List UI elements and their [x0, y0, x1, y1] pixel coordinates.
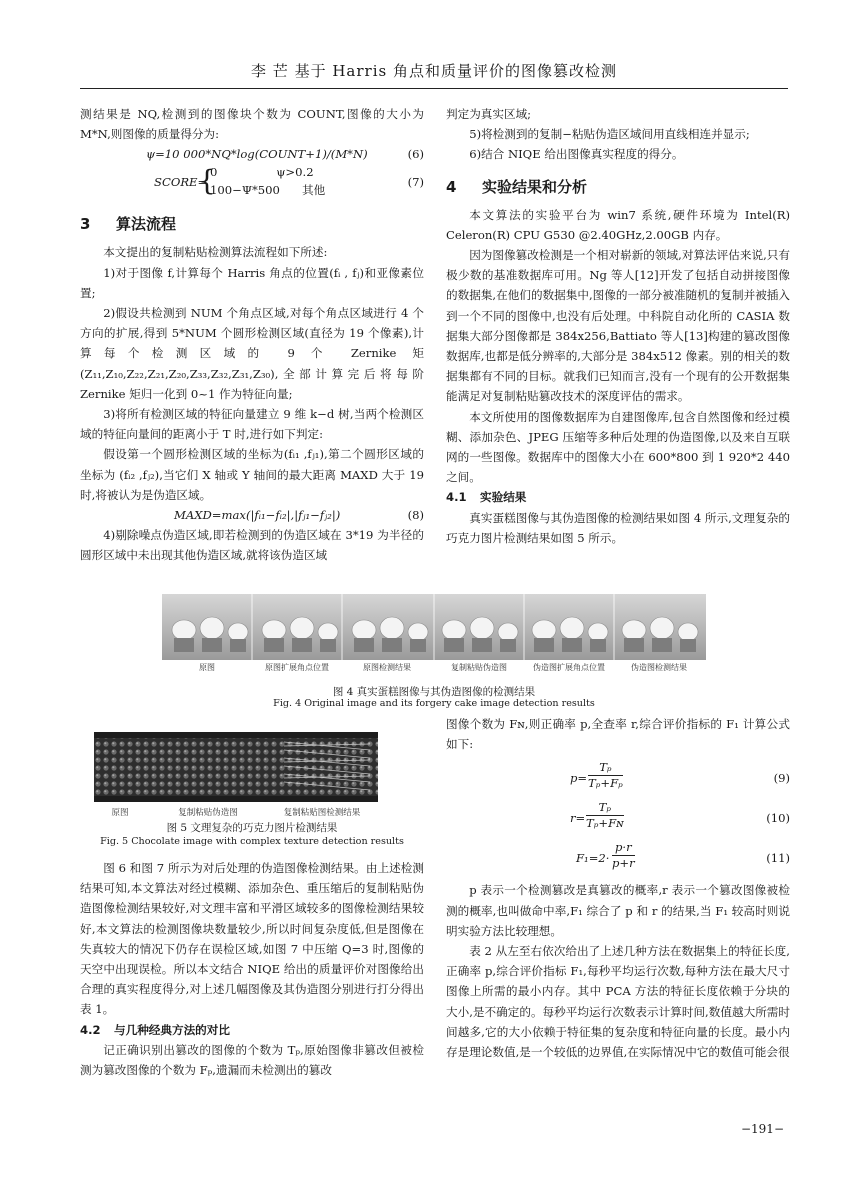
denominator: p+r [612, 856, 635, 871]
paragraph: 4)剔除噪点伪造区域,即若检测到的伪造区域在 3*19 为半径的圆形区域中未出现其他伪造区域,就将该伪造区域 [80, 528, 424, 563]
running-header: 李 芒 基于 Harris 角点和质量评价的图像篡改检测 [251, 62, 617, 80]
figure-5-image [94, 732, 378, 802]
paragraph: 5)将检测到的复制−粘贴伪造区域间用直线相连并显示; [469, 127, 750, 142]
header-rule [80, 88, 788, 89]
figure-label: 复制粘贴图检测结果 [283, 808, 361, 818]
left-column [80, 104, 424, 565]
figure-label: 复制粘贴伪造图 [451, 663, 507, 672]
equation-fraction [586, 800, 624, 831]
brace: { [198, 164, 216, 198]
figure-label: 复制粘贴伪造图 [178, 808, 238, 818]
figure-label: 原图 [111, 808, 129, 818]
figure-label: 原图 [199, 663, 215, 672]
equation-lhs: F₁=2· [576, 851, 610, 866]
figure-label: 伪造图扩展角点位置 [533, 663, 605, 672]
left-column-bottom [80, 858, 424, 1080]
paragraph: 图像个数为 Fɴ,则正确率 p,全查率 r,综合评价指标的 F₁ 计算公式如下: [446, 717, 790, 752]
paragraph: 记正确识别出篡改的图像的个数为 Tₚ,原始图像非篡改但被检测为篡改图像的个数为 Fₚ,遗漏而未检测出的篡改 [80, 1042, 424, 1078]
paragraph: 图 6 和图 7 所示为对后处理的伪造图像检测结果。由上述检测结果可知,本文算法对经过模糊、添加杂色、重压缩后的复制粘贴伪造图像检测结果较好,对文理丰富和平滑区域较多的图像检测结果较好,本文算法的检测图像块数量较少,所以时间复杂度低,但是图像在失真较大的情况下仍存在误检区域,如图 7 中压缩 Q=3 时,图像的天空中出现误检。所以本文结合 NIQE 给出的质量评价对图像给出合理的真实程度得分,对上述几幅图像及其伪造图分别进行打分得出表 1。 [80, 861, 424, 1017]
equation-11 [446, 840, 790, 874]
numerator: Tₚ [586, 800, 624, 816]
paragraph: 6)结合 NIQE 给出图像真实程度的得分。 [469, 147, 684, 162]
equation-number: (9) [773, 771, 790, 786]
paragraph: 表 2 从左至右依次给出了上述几种方法在数据集上的特征长度,正确率 p,综合评价指标 F₁,每秒平均运行次数,每种方法在最大尺寸图像上所需的最小内存。其中 PCA 方法的特征长度依赖于分块的大小,是不确定的。每秒平均运行次数表示计算时间,数值越大所需时间越多,它的大小依赖于特征集的复杂度和特征向量的长度。最小内存是理论数值,是一个较低的边界值,在实际情况中它的数值可能会很 [446, 944, 790, 1060]
equation-number: (7) [407, 175, 424, 190]
cupcake-strip-graphic [162, 594, 706, 660]
figure-5-labels [94, 806, 378, 820]
equation-8 [80, 505, 424, 525]
equation-number: (11) [766, 851, 790, 866]
equation-7 [80, 164, 424, 200]
equation-lhs: p= [570, 771, 588, 786]
equation-number: (10) [766, 811, 790, 826]
equation-body: ψ=10 000*NQ*log(COUNT+1)/(M*N) [146, 147, 368, 162]
chocolate-texture-graphic [94, 732, 378, 802]
figure-5-caption-en: Fig. 5 Chocolate image with complex texture detection results [100, 836, 404, 847]
paragraph: 真实蛋糕图像与其伪造图像的检测结果如图 4 所示,文理复杂的巧克力图片检测结果如图 5 所示。 [446, 510, 790, 545]
equation-case: 0 ψ>0.2 [210, 165, 314, 180]
paragraph: 判定为真实区域; [446, 107, 532, 121]
equation-number: (6) [407, 147, 424, 162]
paragraph: 本文算法的实验平台为 win7 系统,硬件环境为 Intel(R) Celeron(R) CPU G530 @2.40GHz,2.00GB 内存。 [446, 207, 790, 242]
paragraph: p 表示一个检测篡改是真篡改的概率,r 表示一个篡改图像被检测的概率,也叫做命中率,F₁ 综合了 p 和 r 的结果,当 F₁ 较高时则说明实验方法比较理想。 [446, 883, 790, 938]
equation-10 [446, 800, 790, 834]
right-column [446, 104, 790, 548]
paragraph: 2)假设共检测到 NUM 个角点区域,对每个角点区域进行 4 个方向的扩展,得到 5*NUM 个圆形检测区域(直径为 19 个像素),计算每个检测区域的 9 个 Zernike 矩(Z₁₁,Z₁₀,Z₂₂,Z₂₁,Z₂₀,Z₃₃,Z₃₂,Z₃₁,Z₃₀),全部计算完后将每阶 Zernike 矩归一化到 0~1 作为特征向量; [80, 306, 424, 401]
paragraph: 因为图像篡改检测是一个相对崭新的领域,对算法评估来说,只有极少数的基准数据库可用。Ng 等人[12]开发了包括自动拼接图像的数据集,在他们的数据集中,图像的一部分被准随机的复制并被插入到一个不同的图像中,也没有后处理。中科院自动化所的 CASIA 数据集大部分图像都是 384x256,Battiato 等人[13]构建的篡改图像数据库,也都是低分辨率的,大部分是 384x512 像素。别的相关的数据集都有不同的目标。就我们已知而言,没有一个现有的公开数据集能满足对复制粘贴篡改技术的深度评估的需求。 [446, 248, 790, 404]
denominator: Tₚ+Fɴ [586, 816, 624, 831]
paragraph: 3)将所有检测区域的特征向量建立 9 维 k−d 树,当两个检测区域的特征向量间的距离小于 T 时,进行如下判定: [80, 407, 424, 442]
figure-4-image [162, 594, 706, 660]
subsection-heading: 4.1 实验结果 [446, 490, 527, 505]
figure-label: 原图扩展角点位置 [265, 663, 329, 672]
paragraph: 1)对于图像 f,计算每个 Harris 角点的位置(fᵢ , fⱼ)和亚像素位置; [80, 265, 424, 300]
figure-4-labels [162, 662, 706, 676]
subsection-heading: 4.2 与几种经典方法的对比 [80, 1022, 230, 1037]
paragraph: 测结果是 NQ,检测到的图像块个数为 COUNT,图像的大小为 M*N,则图像的质量得分为: [80, 107, 424, 142]
denominator: Tₚ+Fₚ [588, 776, 623, 791]
section-heading: 4 实验结果和分析 [446, 177, 588, 196]
section-heading: 3 算法流程 [80, 215, 177, 234]
numerator: p·r [612, 840, 635, 856]
equation-6 [80, 144, 424, 164]
paragraph: 假设第一个圆形检测区域的坐标为(fᵢ₁ ,fⱼ₁),第二个圆形区域的坐标为 (fᵢ₂ ,fⱼ₂),当它们 X 轴或 Y 轴间的最大距离 MAXD 大于 19 时,将被认为是伪造区域。 [80, 447, 424, 502]
paragraph: 本文所使用的图像数据库为自建图像库,包含自然图像和经过模糊、添加杂色、JPEG 压缩等多种后处理的伪造图像,以及来自互联网的一些图像。数据库中的图像大小在 600*800 到 1 920*2 440 之间。 [446, 409, 790, 485]
equation-body: MAXD=max(|fᵢ₁−fᵢ₂|,|fⱼ₁−fⱼ₂|) [174, 508, 341, 523]
figure-4-caption-en: Fig. 4 Original image and its forgery cake image detection results [273, 698, 595, 709]
figure-4-caption-cn: 图 4 真实蛋糕图像与其伪造图像的检测结果 [332, 686, 536, 698]
figure-label: 伪造图检测结果 [631, 663, 687, 672]
equation-case: 100−Ψ*500 其他 [210, 183, 326, 198]
page-number: −191− [740, 1122, 784, 1136]
equation-9 [446, 760, 790, 794]
paragraph: 本文提出的复制粘贴检测算法流程如下所述: [103, 245, 328, 260]
numerator: Tₚ [588, 760, 623, 776]
equation-number: (8) [407, 508, 424, 523]
equation-lhs: SCORE= [154, 175, 208, 190]
equation-lhs: r= [570, 811, 586, 826]
equation-fraction [588, 760, 623, 791]
figure-5-caption-cn: 图 5 文理复杂的巧克力图片检测结果 [166, 822, 338, 834]
right-column-bottom [446, 714, 790, 1062]
figure-label: 原图检测结果 [363, 663, 411, 672]
equation-fraction [612, 840, 635, 871]
